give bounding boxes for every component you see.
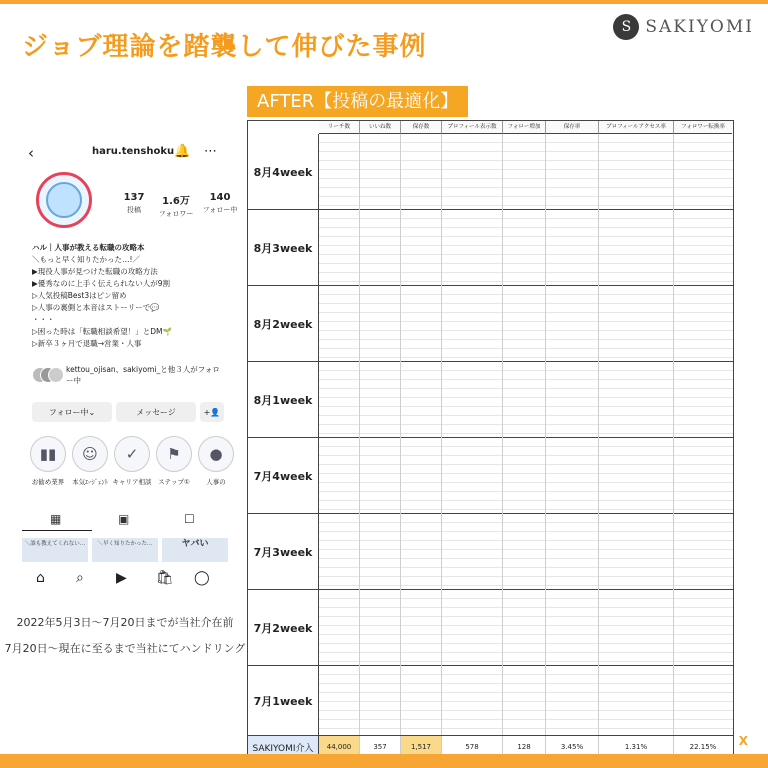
week-rows — [319, 666, 733, 735]
column-divider — [359, 134, 360, 743]
week-label: 8月1week — [248, 362, 319, 438]
profile-username: haru.tenshoku — [92, 146, 175, 157]
followed-by[interactable] — [32, 364, 224, 388]
highlight-item[interactable]: ▮▮ お勧め業界 — [28, 436, 68, 486]
reels-icon[interactable]: ▶ — [116, 570, 127, 586]
highlight-item[interactable]: ☺ 本気ｴｰｼﾞｪﾝﾄ — [70, 436, 110, 486]
highlight-item[interactable]: ✓ キャリア相談 — [112, 436, 152, 486]
column-divider — [673, 134, 674, 743]
total-cell: 1.31% — [599, 736, 674, 758]
total-cell: 1,517 — [401, 736, 442, 758]
column-header: いいね数 — [360, 121, 401, 134]
total-cell: 128 — [503, 736, 546, 758]
stat-followers[interactable]: 1.6万 フォロワー — [158, 196, 194, 218]
week-rows — [319, 514, 733, 590]
highlight-icon: ▮▮ — [30, 436, 66, 472]
column-header: 保存数 — [401, 121, 442, 134]
week-rows — [319, 362, 733, 438]
highlight-icon: ● — [198, 436, 234, 472]
bio-line: ▷人気投稿Best3はピン留め — [32, 291, 127, 300]
following-button[interactable]: フォロー中⌄ — [32, 402, 112, 422]
bio-line: ▶優秀なのに上手く伝えられない人が9割 — [32, 279, 171, 288]
week-rows — [319, 590, 733, 666]
week-rows — [319, 438, 733, 514]
column-divider — [400, 134, 401, 743]
total-cell: 44,000 — [319, 736, 360, 758]
period-note-after: 7月20日〜現在に至るまで当社にてハンドリング — [4, 642, 246, 655]
search-icon[interactable]: ⌕ — [76, 570, 84, 586]
post-thumbnail[interactable]: ＼早く知りたかった… — [92, 538, 158, 562]
total-cell: 357 — [360, 736, 401, 758]
brand-mark: S — [613, 14, 639, 40]
metrics-table — [247, 120, 734, 759]
grid-icon[interactable]: ▦ — [50, 512, 62, 526]
week-label: 8月4week — [248, 134, 319, 210]
post-thumbnail[interactable]: ヤバい — [162, 538, 228, 562]
highlight-item[interactable]: ⚑ ステップ① — [154, 436, 194, 486]
column-header: リーチ数 — [319, 121, 360, 134]
bio-line: ▶現役人事が見つけた転職の攻略方法 — [32, 267, 158, 276]
bottom-accent-bar — [0, 754, 768, 768]
post-thumbnail[interactable]: ＼誰も教えてくれない… — [22, 538, 88, 562]
highlight-icon: ⚑ — [156, 436, 192, 472]
shop-icon[interactable]: 🛍 — [156, 570, 174, 586]
active-tab-indicator — [22, 530, 92, 531]
week-rows — [319, 210, 733, 286]
bell-icon[interactable]: 🔔 — [174, 144, 191, 159]
week-label: 7月4week — [248, 438, 319, 514]
week-label: 7月2week — [248, 590, 319, 666]
after-label: AFTER【投稿の最適化】 — [247, 86, 468, 117]
week-label: 7月3week — [248, 514, 319, 590]
home-icon[interactable]: ⌂ — [36, 570, 45, 586]
followed-by-text: kettou_ojisan、sakiyomi_と他３人がフォロー中 — [66, 365, 220, 385]
reels-icon[interactable]: ▣ — [118, 512, 130, 526]
column-divider — [441, 134, 442, 743]
instagram-profile-panel — [22, 138, 238, 598]
add-user-button[interactable]: +👤 — [200, 402, 224, 422]
highlight-item[interactable]: ● 人事の — [196, 436, 236, 486]
x-mark: X — [738, 734, 748, 748]
brand-logo — [613, 14, 754, 40]
profile-icon[interactable]: ◯ — [194, 570, 210, 586]
bio-line: ・・・ — [32, 315, 55, 324]
column-header: フォロワー転換率 — [674, 121, 732, 134]
bio-line: ▷新卒３ヶ月で退職→営業・人事 — [32, 339, 142, 348]
bio-line: ▷困った時は「転職相談希望！」とDM🌱 — [32, 327, 172, 336]
bio-line: ▷人事の裏側と本音はストーリーで💬 — [32, 303, 160, 312]
avatar[interactable] — [36, 172, 92, 228]
total-cell: 578 — [442, 736, 503, 758]
check-icon: ✓ — [114, 436, 150, 472]
column-header: プロフィールアクセス率 — [599, 121, 674, 134]
bottom-nav — [22, 568, 230, 592]
bio-line: ハル｜人事が教える転職の攻略本 — [32, 243, 145, 252]
total-cell: 22.15% — [689, 743, 717, 751]
column-divider — [502, 134, 503, 743]
follower-avatars — [32, 367, 62, 383]
total-label: SAKIYOMI介入 — [248, 736, 319, 758]
brand-name: SAKIYOMI — [645, 17, 754, 37]
column-divider — [545, 134, 546, 743]
profile-tabs — [22, 510, 230, 530]
top-accent-bar — [0, 0, 768, 4]
tagged-icon[interactable]: ☐ — [184, 512, 195, 526]
week-label: 8月2week — [248, 286, 319, 362]
message-button[interactable]: メッセージ — [116, 402, 196, 422]
column-header: プロフィール表示数 — [442, 121, 503, 134]
stat-following[interactable]: 140 フォロー中 — [202, 192, 238, 214]
profile-header — [22, 144, 230, 164]
column-header: フォロー増加 — [503, 121, 546, 134]
week-rows — [319, 134, 733, 210]
column-header: 保存率 — [546, 121, 599, 134]
period-note-before: 2022年5月3日〜7月20日までが当社介在前 — [16, 616, 234, 629]
chevron-left-icon[interactable]: ‹ — [28, 144, 34, 162]
profile-bio — [32, 242, 224, 350]
week-label: 7月1week — [248, 666, 319, 735]
post-grid — [22, 538, 230, 562]
page-title: ジョブ理論を踏襲して伸びた事例 — [22, 32, 427, 62]
highlight-icon: ☺ — [72, 436, 108, 472]
bio-line: ＼もっと早く知りたかった…!／ — [32, 255, 141, 264]
total-cell: 3.45% — [546, 736, 599, 758]
stat-posts[interactable]: 137 投稿 — [123, 192, 145, 214]
column-divider — [598, 134, 599, 743]
more-icon[interactable]: ⋯ — [204, 144, 217, 159]
week-rows — [319, 286, 733, 362]
week-label: 8月3week — [248, 210, 319, 286]
